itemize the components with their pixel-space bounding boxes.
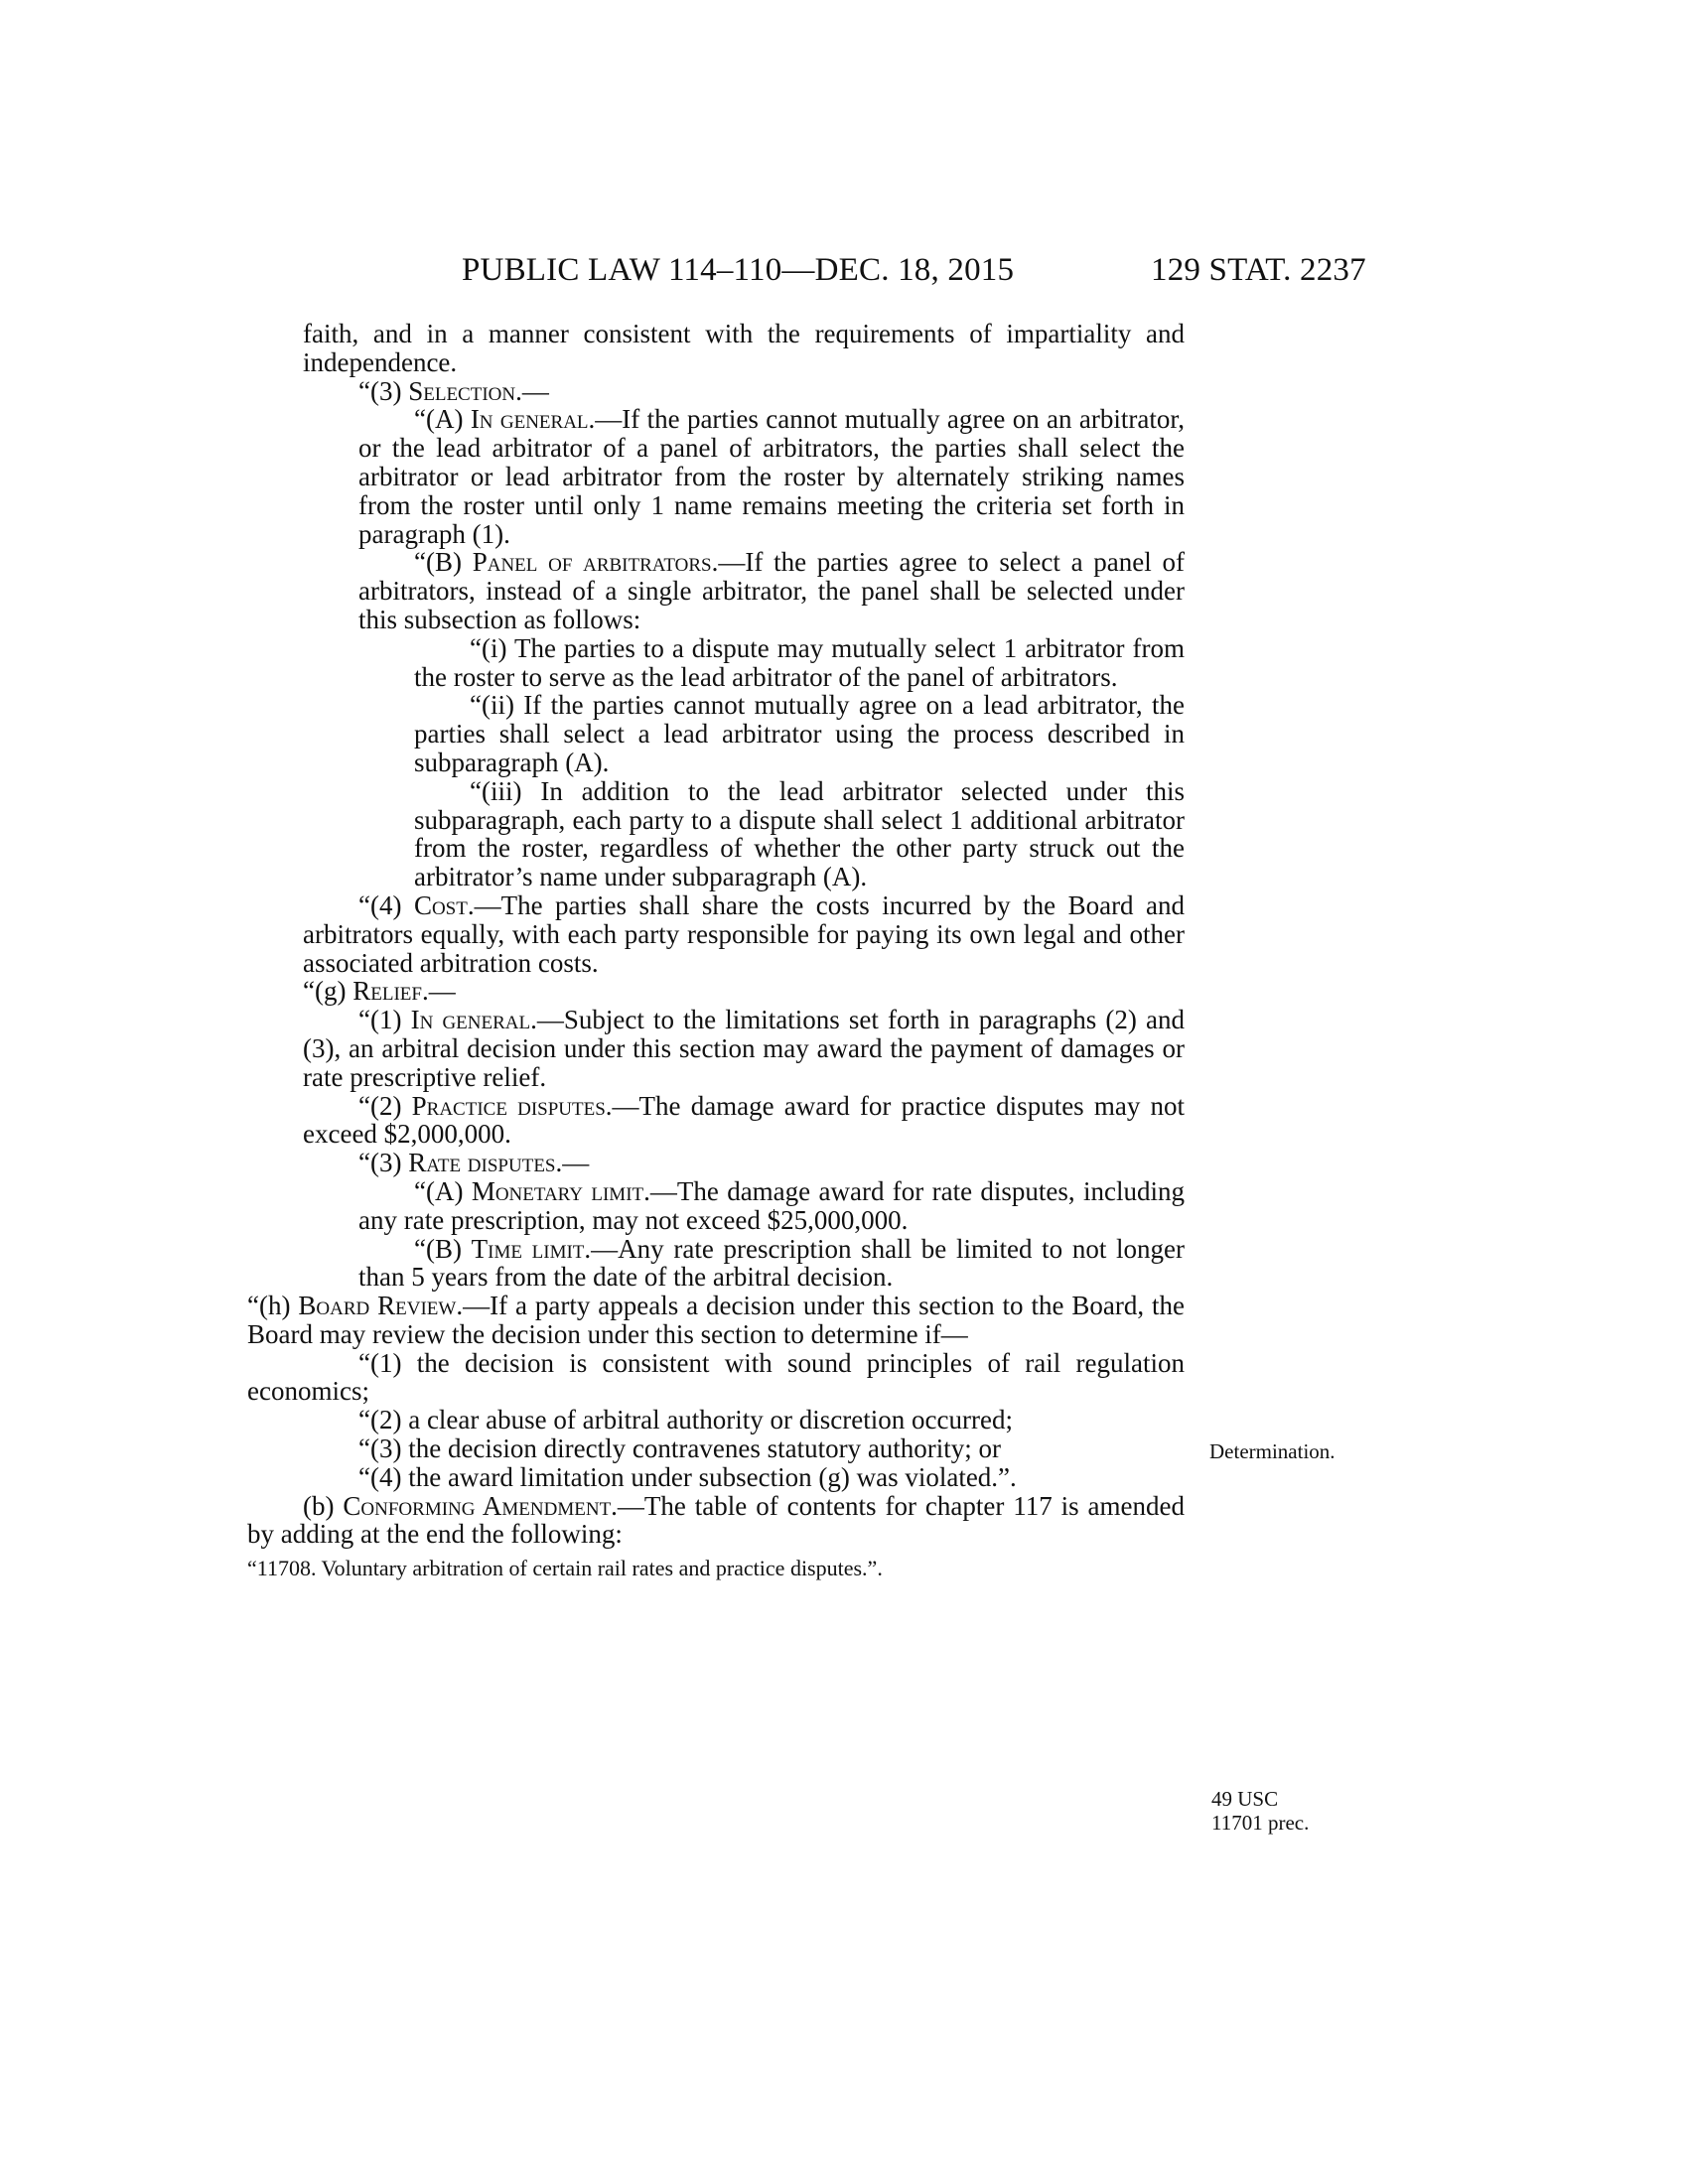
review-item-3: “(3) the decision directly contravenes statutory authority; or: [358, 1433, 1002, 1464]
review-item-2: “(2) a clear abuse of arbitral authority or discretion occurred;: [358, 1405, 1013, 1435]
subparagraph-b-time-limit: “(B) Time limit.—Any rate prescription shall be limited to not longer than 5 years from the date of the arbitral decision.: [358, 1233, 1185, 1293]
review-item-1: “(1) the decision is consistent with sound principles of rail regulation economics;: [247, 1347, 1185, 1407]
statute-body: [247, 319, 1186, 1582]
clause-iii: “(iii) In addition to the lead arbitrator selected under this subparagraph, each party to a dispute shall select 1 additional arbitrator from the roster, regardless of whether the other party struck out the arbitrator’s name under subparagraph (A).: [414, 775, 1185, 892]
paragraph-2-practice-disputes: “(2) Practice disputes.—The damage award for practice disputes may not exceed $2,000,000.: [303, 1090, 1186, 1150]
table-of-contents-entry: “11708. Voluntary arbitration of certain rail rates and practice disputes.”.: [247, 1556, 883, 1581]
paragraph-1-in-general: “(1) In general.—Subject to the limitations set forth in paragraphs (2) and (3), an arbitral decision under this section may award the payment of damages or rate prescriptive relief.: [303, 1005, 1185, 1092]
margin-note-determination: Determination.: [1209, 1439, 1336, 1463]
usc-line-1: 49 USC: [1211, 1787, 1279, 1811]
usc-line-2: 11701 prec.: [1211, 1811, 1310, 1835]
running-header-right: 129 STAT. 2237: [1151, 252, 1366, 288]
subsection-g-relief: “(g) Relief.—: [303, 976, 456, 1007]
subparagraph-a-in-general: “(A) In general.—If the parties cannot mutually agree on an arbitrator, or the lead arbitrator of a panel of arbitrators, the parties shall select the arbitrator or lead arbitrator from the roster by alternately striking names from the roster until only 1 name remains meeting the criteria set forth in paragraph (1).: [358, 404, 1185, 549]
subsection-b-conforming-amendment: (b) Conforming Amendment.—The table of contents for chapter 117 is amended by adding at the end the following:: [247, 1490, 1186, 1550]
review-item-4: “(4) the award limitation under subsection (g) was violated.”.: [358, 1461, 1017, 1492]
running-header-left: PUBLIC LAW 114–110—DEC. 18, 2015: [462, 252, 1015, 288]
paragraph-3-selection: “(3) Selection.—: [358, 375, 549, 406]
paragraph-4-cost: “(4) Cost.—The parties shall share the costs incurred by the Board and arbitrators equally, with each party responsible for paying its own legal and other associated arbitration costs.: [303, 889, 1186, 978]
subparagraph-a-monetary-limit: “(A) Monetary limit.—The damage award for rate disputes, including any rate prescription, may not exceed $25,000,000.: [358, 1175, 1185, 1235]
clause-ii: “(ii) If the parties cannot mutually agree on a lead arbitrator, the parties shall select a lead arbitrator using the process described in subparagraph (A).: [414, 690, 1185, 777]
subparagraph-b-panel: “(B) Panel of arbitrators.—If the parties agree to select a panel of arbitrators, instead of a single arbitrator, the panel shall be selected under this subsection as follows:: [358, 547, 1185, 634]
paragraph-3-rate-disputes: “(3) Rate disputes.—: [358, 1148, 590, 1178]
clause-i: “(i) The parties to a dispute may mutually select 1 arbitrator from the roster to serve as the lead arbitrator of the panel of arbitrators.: [414, 632, 1185, 692]
margin-note-usc-citation: [1211, 1787, 1309, 1835]
paragraph-continuation: faith, and in a manner consistent with the requirements of impartiality and independence.: [303, 319, 1185, 377]
subsection-h-board-review: “(h) Board Review.—If a party appeals a decision under this section to the Board, the Board may review the decision under this section to determine if—: [247, 1291, 1185, 1349]
